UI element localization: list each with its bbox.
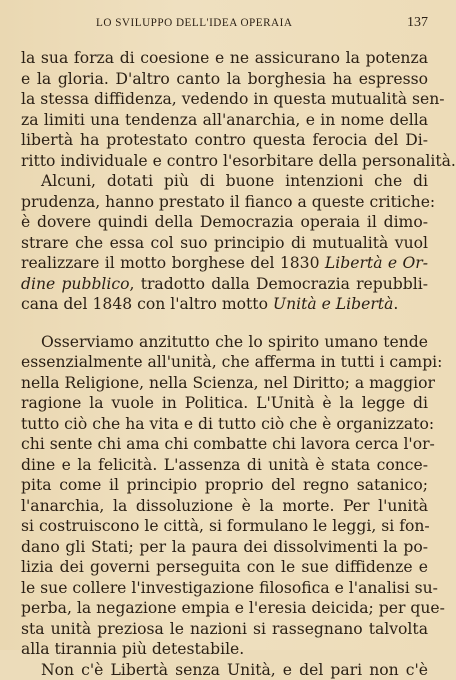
line-text: za limiti una tendenza all'anarchia, e in nome della (21, 111, 428, 129)
line-tail: . (393, 295, 398, 313)
line-text: sta unità preziosa le nazioni si rassegnano talvolta (21, 620, 428, 638)
line-text: Non c'è Libertà senza Unità, e del pari non c'è (41, 661, 428, 679)
text-line (21, 253, 428, 274)
line-text: realizzare il motto borghese del 1830 (21, 254, 325, 272)
text-line (21, 578, 428, 599)
line-text: perba, la negazione empia e l'eresia deicida; per que- (21, 599, 445, 617)
text-line (21, 212, 428, 233)
italic-motto: Libertà e Or- (325, 254, 428, 272)
text-line (21, 475, 428, 496)
line-text: nella Religione, nella Scienza, nel Diritto; a maggior (21, 374, 435, 392)
text-line (21, 332, 428, 353)
text-line (21, 233, 428, 254)
page-header (96, 17, 428, 33)
text-line (21, 373, 428, 394)
line-text: ragione la vuole in Politica. L'Unità è la legge di (21, 394, 428, 412)
line-text: la stessa diffidenza, vedendo in questa mutualità sen- (21, 90, 445, 108)
line-text: dano gli Stati; per la paura dei dissolvimenti la po- (21, 538, 428, 556)
line-text: l'anarchia, la dissoluzione è la morte. Per l'unità (21, 497, 428, 515)
text-line (21, 557, 428, 578)
line-text: è dovere quindi della Democrazia operaia il dimo- (21, 213, 428, 231)
line-text: pita come il principio proprio del regno satanico; (21, 476, 428, 494)
text-line (21, 496, 428, 517)
line-text: le sue collere l'investigazione filosofica e l'analisi su- (21, 579, 438, 597)
paragraph-gap (21, 315, 428, 332)
italic-motto: dine pubblico (21, 275, 130, 293)
text-line (21, 69, 428, 90)
text-line (21, 130, 428, 151)
line-text: Alcuni, dotati più di buone intenzioni che di (41, 172, 428, 190)
text-line (21, 598, 428, 619)
paragraph (21, 171, 428, 315)
text-line (21, 393, 428, 414)
line-text: chi sente chi ama chi combatte chi lavora cerca l'or- (21, 435, 435, 453)
line-text: si costruiscono le città, si formulano le leggi, si fon- (21, 517, 430, 535)
line-text: ritto individuale e contro l'esorbitare della personalità. (21, 152, 456, 170)
line-text: la sua forza di coesione e ne assicurano la potenza (21, 49, 428, 67)
text-line (21, 274, 428, 295)
paragraph (21, 332, 428, 660)
line-text: tutto ciò che ha vita e di tutto ciò che è organizzato: (21, 415, 434, 433)
line-text: prudenza, hanno prestato il fianco a queste critiche: (21, 193, 435, 211)
italic-motto: Unità e Libertà (273, 295, 393, 313)
text-line (21, 516, 428, 537)
line-text: alla tirannia più detestabile. (21, 640, 244, 658)
running-head: LO SVILUPPO DELL'IDEA OPERAIA (96, 17, 292, 29)
text-line (21, 660, 428, 680)
line-text: strare che essa col suo principio di mutualità vuol (21, 234, 428, 252)
text-body (21, 48, 428, 680)
text-line (21, 48, 428, 69)
text-line (21, 537, 428, 558)
text-line (21, 619, 428, 640)
line-tail: , tradotto dalla Democrazia repubbli- (130, 275, 428, 293)
text-line (21, 455, 428, 476)
text-line (21, 171, 428, 192)
text-line (21, 352, 428, 373)
paragraph (21, 48, 428, 171)
page-number: 137 (407, 15, 428, 31)
line-text: cana del 1848 con l'altro motto (21, 295, 273, 313)
text-line (21, 294, 428, 315)
text-line (21, 89, 428, 110)
line-text: lizia dei governi perseguita con le sue diffidenze e (21, 558, 428, 576)
text-line (21, 639, 428, 660)
text-line (21, 192, 428, 213)
line-text: essenzialmente all'unità, che afferma in tutti i campi: (21, 353, 442, 371)
text-line (21, 414, 428, 435)
line-text: e la gloria. D'altro canto la borghesia ha espresso (21, 70, 428, 88)
text-line (21, 151, 428, 172)
line-text: dine e la felicità. L'assenza di unità è stata conce- (21, 456, 428, 474)
text-line (21, 434, 428, 455)
line-text: Osserviamo anzitutto che lo spirito umano tende (41, 333, 428, 351)
text-line (21, 110, 428, 131)
paragraph (21, 660, 428, 680)
line-text: libertà ha protestato contro questa ferocia del Di- (21, 131, 428, 149)
